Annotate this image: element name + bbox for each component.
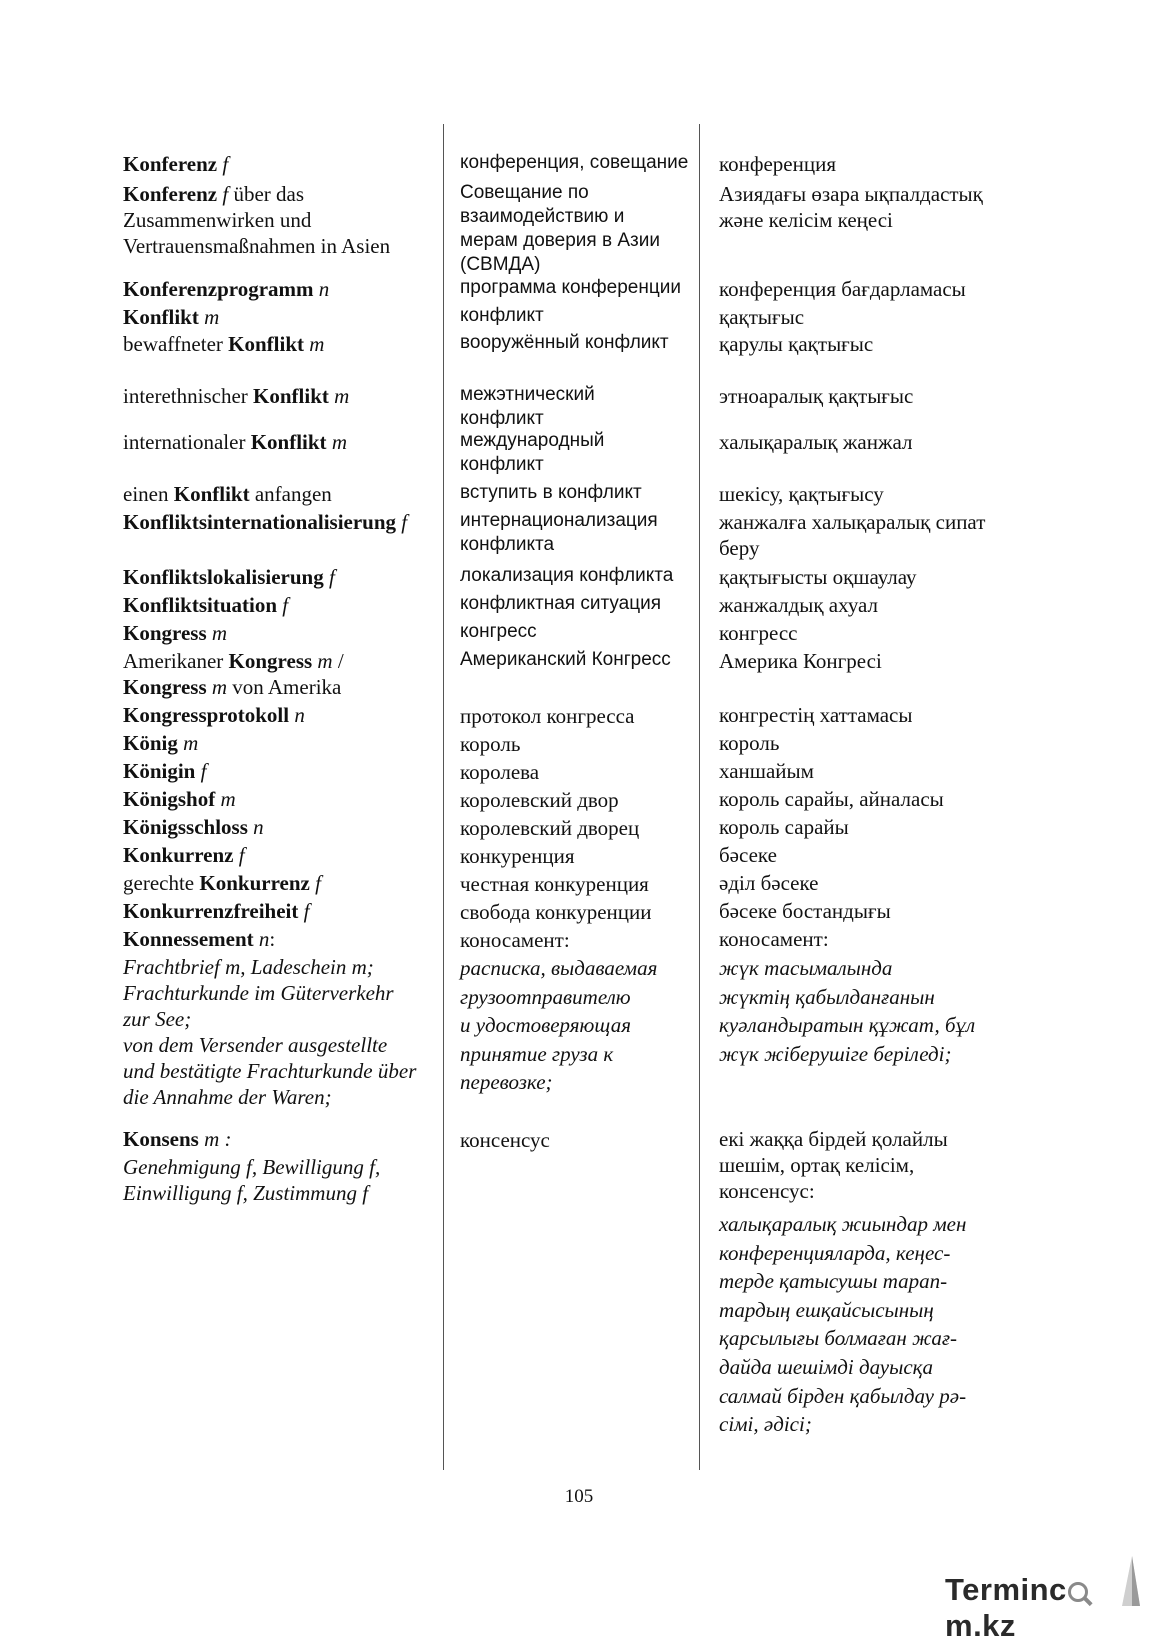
term-segment: Genehmigung f, Bewilligung f, Einwilligung f, Zustimmung f — [123, 1155, 381, 1205]
german-term — [123, 842, 453, 868]
term-segment: Konflikt — [253, 384, 335, 408]
german-term — [123, 1126, 453, 1152]
term-segment: f — [315, 871, 321, 895]
term-segment: m — [211, 621, 228, 645]
term-segment: gerechte — [123, 871, 200, 895]
term-segment: / — [337, 649, 344, 673]
term-segment: n — [258, 927, 270, 951]
german-term — [123, 276, 453, 302]
kazakh-translation: қарулы қақтығыс — [719, 332, 874, 356]
kazakh-translation: жанжалға халықаралық сипат беру — [719, 510, 986, 560]
term-segment: über das Zusammenwirken und Vertrauensmaßnahmen in Asien — [123, 182, 391, 258]
russian-translation: локализация конфликта — [460, 565, 674, 586]
kazakh-translation: конгресс — [719, 621, 798, 645]
kazakh-translation: қақтығыс — [719, 305, 805, 329]
term-segment: m — [183, 731, 199, 755]
term-segment: Amerikaner — [123, 649, 229, 673]
term-segment: Konferenzprogramm — [123, 277, 319, 301]
kazakh-translation: король сарайы, айналасы — [719, 787, 944, 811]
russian-translation: международный конфликт — [460, 430, 605, 475]
russian-translation: конфликтная ситуация — [460, 593, 662, 614]
german-term — [123, 1154, 453, 1206]
magnifier-icon — [1068, 1582, 1088, 1602]
term-segment: Konfliktsinternationalisierung — [123, 510, 402, 534]
term-segment: f — [401, 510, 408, 534]
kazakh-translation: конференция бағдарламасы — [719, 277, 966, 301]
term-segment: Konferenz — [123, 152, 223, 176]
kazakh-translation: жанжалдық ахуал — [719, 593, 879, 617]
german-term — [123, 151, 453, 177]
russian-translation: вооружённый конфликт — [460, 332, 669, 353]
term-segment: Konfliktsituation — [123, 593, 283, 617]
kazakh-translation: халықаралық жанжал — [719, 430, 913, 454]
russian-translation: Совещание по взаимодействию и мерам доверия в Азии (СВМДА) — [460, 182, 660, 275]
kazakh-translation: екі жаққа бірдей қолайлы шешім, ортақ келісім, консенсус: — [719, 1127, 948, 1203]
russian-translation: конфликт — [460, 305, 544, 326]
term-segment: f — [282, 593, 289, 617]
term-segment: Konfliktslokalisierung — [123, 565, 329, 589]
russian-translation: королевский двор — [460, 788, 619, 812]
german-term — [123, 509, 453, 535]
russian-translation: коносамент: — [460, 928, 570, 952]
kazakh-translation: шекісу, қақтығысу — [719, 482, 884, 506]
russian-translation: конференция, совещание — [460, 152, 689, 173]
russian-translation: программа конференции — [460, 277, 681, 298]
term-segment: m — [317, 649, 333, 673]
term-segment: m : — [204, 1127, 232, 1151]
term-segment: f — [238, 843, 245, 867]
term-segment: : — [269, 927, 276, 951]
page-number: 105 — [564, 1486, 594, 1507]
term-segment: Konsens — [123, 1127, 205, 1151]
term-segment: m — [331, 430, 347, 454]
german-term — [123, 954, 453, 1110]
german-term — [123, 331, 453, 357]
term-segment: f — [328, 565, 335, 589]
term-segment: Kongress — [123, 621, 212, 645]
german-term — [123, 730, 453, 756]
term-segment: Konkurrenz — [123, 843, 239, 867]
term-segment: Konnessement — [123, 927, 259, 951]
term-segment: Kongressprotokoll — [123, 703, 295, 727]
russian-translation: вступить в конфликт — [460, 482, 642, 503]
russian-translation: король — [460, 732, 521, 756]
kazakh-translation: халықаралық жиындар мен конференцияларда, кеңес- терде қатысушы тарап- тардың ешқайсысының қарсылығы болмаған жағ- дайда шешімді дауысқа салмай бірден қабылдау рә- сімі, әдісі; — [719, 1212, 967, 1437]
term-segment: n — [253, 815, 264, 839]
term-segment: König — [123, 731, 184, 755]
german-term — [123, 702, 453, 728]
term-segment: Königsschloss — [123, 815, 254, 839]
term-segment: m — [220, 787, 236, 811]
sail-icon — [1118, 1554, 1144, 1608]
russian-translation: Американский Конгресс — [460, 649, 671, 670]
term-segment: internationaler — [123, 430, 251, 454]
term-segment: Kongress — [123, 675, 212, 699]
german-term — [123, 481, 453, 507]
kazakh-translation: қақтығысты оқшаулау — [719, 565, 917, 589]
russian-translation: честная конкуренция — [460, 872, 649, 896]
term-segment: Konflikt — [228, 332, 310, 356]
russian-translation: расписка, выдаваемая грузоотправителю и удостоверяющая принятие груза к перевозке; — [460, 956, 658, 1095]
german-term — [123, 786, 453, 812]
german-term — [123, 898, 453, 924]
term-segment: Konkurrenzfreiheit — [123, 899, 304, 923]
logo-suffix: m.kz — [945, 1608, 1016, 1643]
russian-translation: интернационализация конфликта — [460, 510, 658, 555]
term-segment: interethnischer — [123, 384, 254, 408]
german-term — [123, 758, 453, 784]
russian-translation: свобода конкуренции — [460, 900, 652, 924]
kazakh-translation: Азиядағы өзара ықпалдастық және келісім кеңесі — [719, 182, 983, 232]
logo-mid: erminc — [962, 1572, 1067, 1607]
term-segment: Königshof — [123, 787, 221, 811]
russian-translation: королева — [460, 760, 540, 784]
german-term — [123, 870, 453, 896]
kazakh-translation: Америка Конгресі — [719, 649, 882, 673]
term-segment: Frachtbrief m, Ladeschein m; Frachturkunde im Güterverkehr zur See; von dem Versender ausgestellte und bestätigte Frachturkunde über die Annahme der Waren; — [123, 955, 417, 1109]
russian-translation: консенсус — [460, 1128, 550, 1152]
term-segment: von Amerika — [227, 675, 342, 699]
kazakh-translation: король сарайы — [719, 815, 849, 839]
term-segment: einen — [123, 482, 174, 506]
german-term — [123, 648, 453, 700]
german-term — [123, 429, 453, 455]
term-segment: m — [334, 384, 350, 408]
kazakh-translation: ханшайым — [719, 759, 814, 783]
german-term — [123, 383, 453, 409]
term-segment: Kongress — [228, 649, 318, 673]
kazakh-translation: этноаралық қақтығыс — [719, 384, 914, 408]
german-term — [123, 304, 453, 330]
term-segment: bewaffneter — [123, 332, 229, 356]
kazakh-translation: король — [719, 731, 780, 755]
term-segment: f — [222, 182, 229, 206]
german-term — [123, 926, 453, 952]
kazakh-translation: бәсеке — [719, 843, 777, 867]
term-segment: f — [222, 152, 229, 176]
kazakh-translation: коносамент: — [719, 927, 829, 951]
term-segment: Königin — [123, 759, 201, 783]
term-segment: m — [204, 305, 220, 329]
term-segment: Konflikt — [250, 430, 332, 454]
kazakh-translation: әділ бәсеке — [719, 871, 819, 895]
term-segment: m — [211, 675, 228, 699]
logo-prefix: T — [945, 1572, 963, 1607]
term-segment: Konflikt — [173, 482, 255, 506]
kazakh-translation: жүк тасымалында жүктің қабылданғанын куәландыратын құжат, бұл жүк жіберушіге беріледі; — [719, 956, 976, 1066]
term-segment: f — [200, 759, 207, 783]
term-segment: n — [294, 703, 305, 727]
term-segment: Konkurrenz — [199, 871, 316, 895]
term-segment: Konflikt — [123, 305, 205, 329]
kazakh-translation: конгрестің хаттамасы — [719, 703, 913, 727]
german-term — [123, 814, 453, 840]
term-segment: anfangen — [254, 482, 332, 506]
term-segment: f — [303, 899, 310, 923]
russian-translation: протокол конгресса — [460, 704, 635, 728]
german-term — [123, 620, 453, 646]
russian-translation: конгресс — [460, 621, 537, 642]
term-segment: m — [309, 332, 325, 356]
term-segment: Konferenz — [123, 182, 223, 206]
german-term — [123, 564, 453, 590]
russian-translation: королевский дворец — [460, 816, 640, 840]
russian-translation: межэтнический конфликт — [460, 384, 595, 429]
russian-translation: конкуренция — [460, 844, 575, 868]
term-segment: n — [318, 277, 330, 301]
german-term — [123, 181, 453, 259]
kazakh-translation: конференция — [719, 152, 836, 176]
kazakh-translation: бәсеке бостандығы — [719, 899, 891, 923]
german-term — [123, 592, 453, 618]
